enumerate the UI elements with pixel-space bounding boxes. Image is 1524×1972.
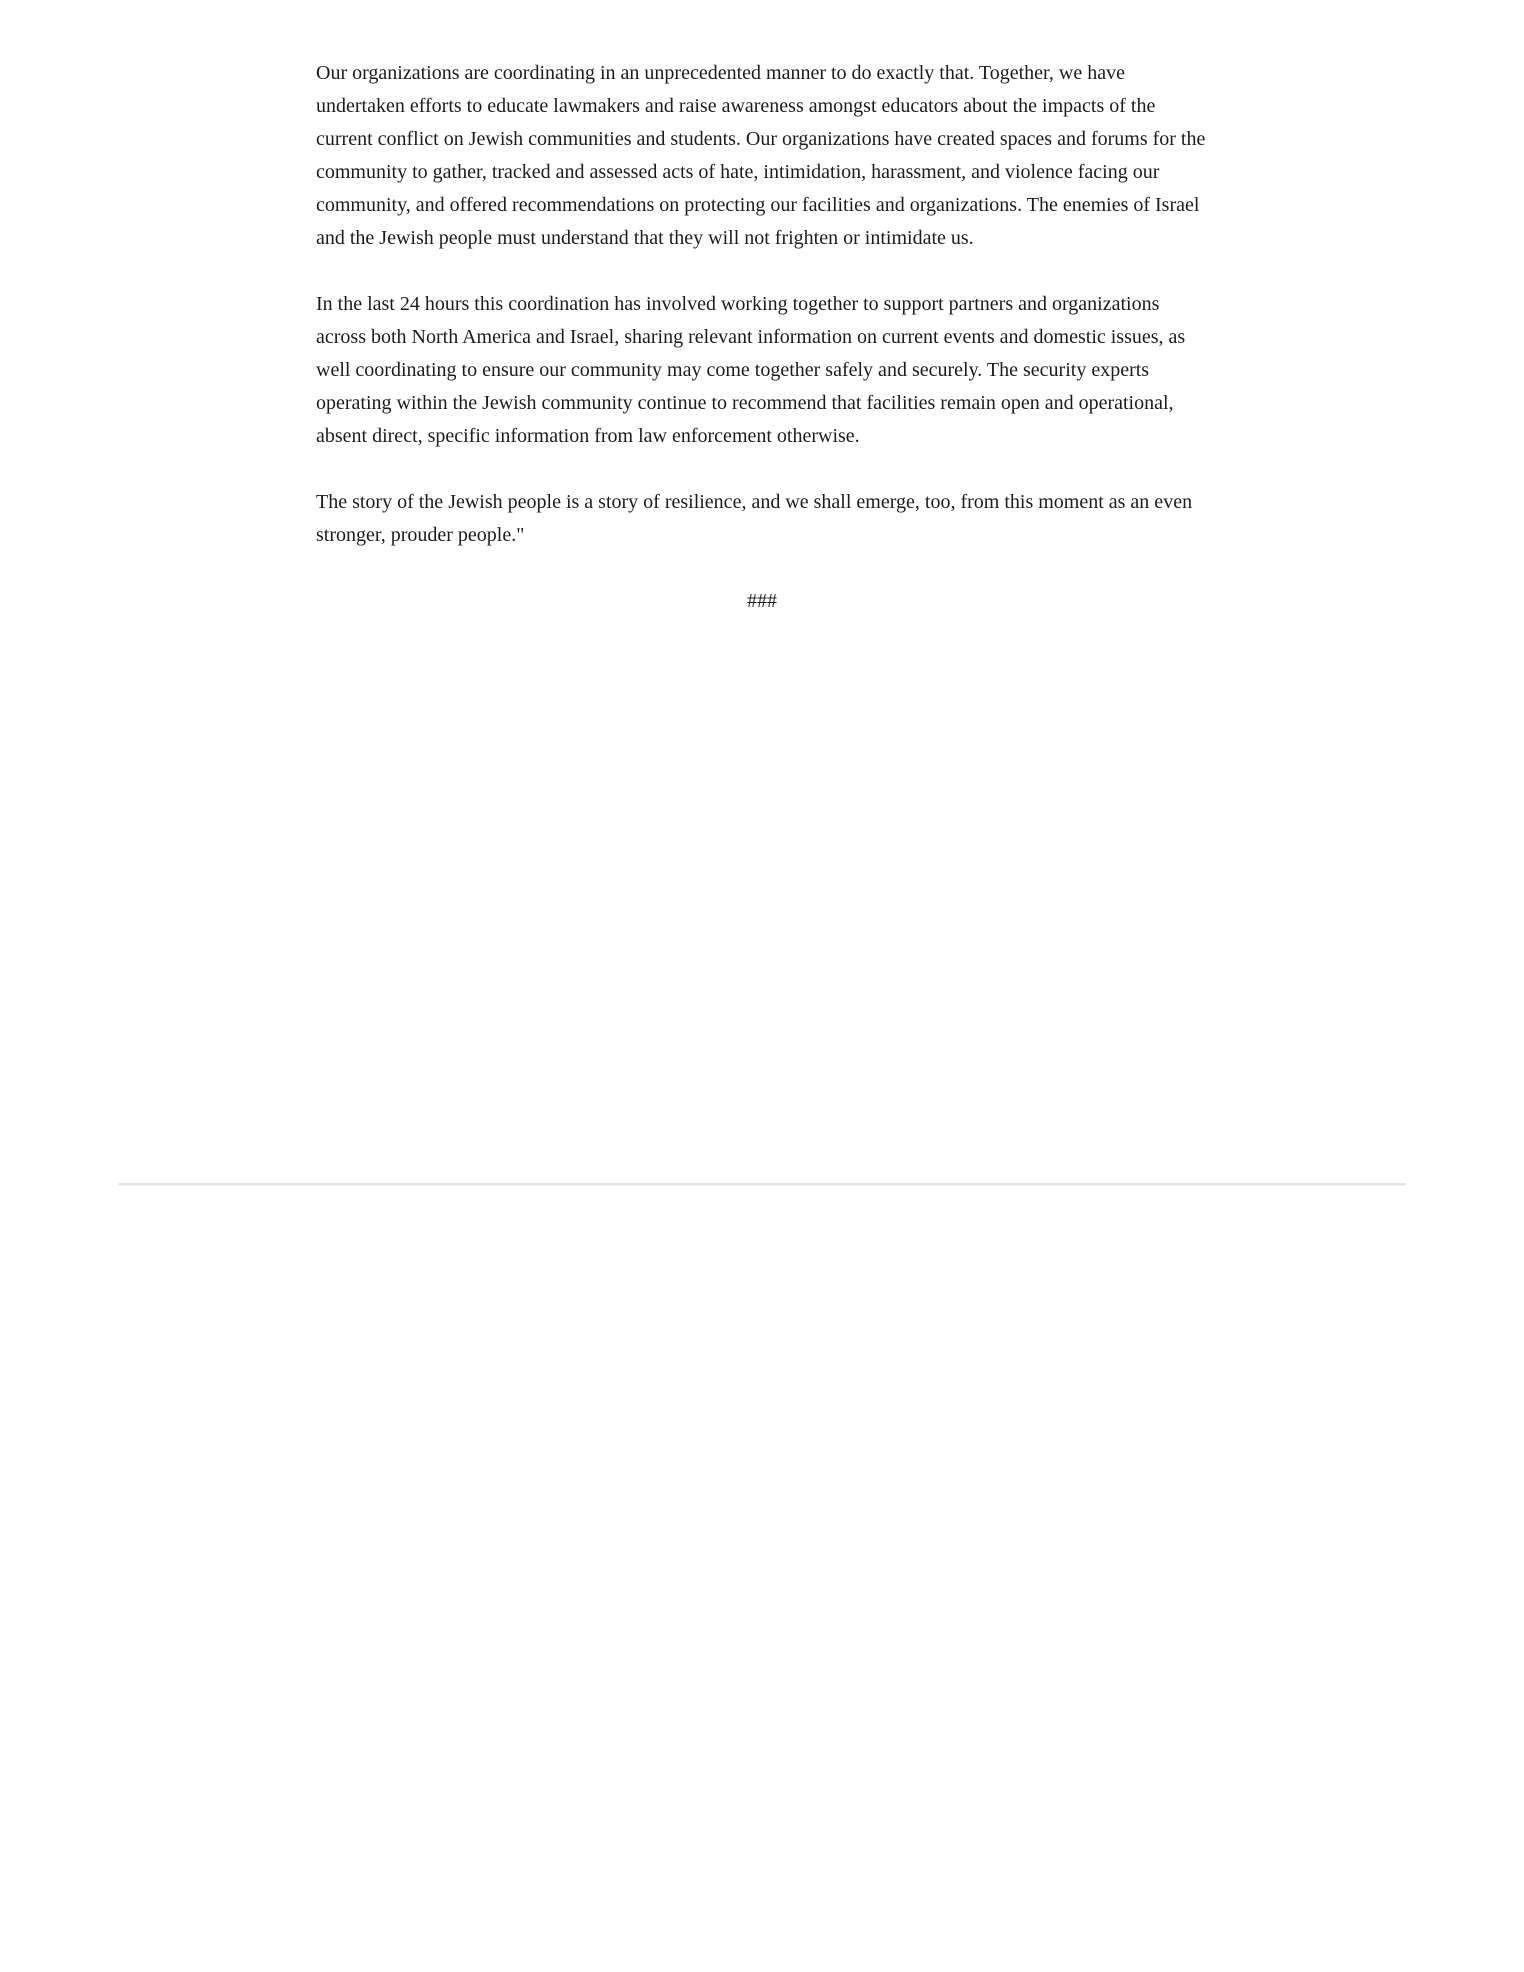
end-mark: ### [747, 590, 777, 612]
press-release-body [316, 0, 1208, 618]
horizontal-divider [118, 1183, 1406, 1186]
paragraph-resilience: The story of the Jewish people is a story of resilience, and we shall emerge, too, from this moment as an even stronger, prouder people." [316, 491, 1193, 546]
paragraph-coordination: Our organizations are coordinating in an unprecedented manner to do exactly that. Together, we have undertaken efforts to educate lawmakers and raise awareness amongst educators about the impacts of the current conflict on Jewish communities and students. Our organizations have created spaces and forums for the community to gather, tracked and assessed acts of hate, intimidation, harassment, and violence facing our community, and offered recommendations on protecting our facilities and organizations. The enemies of Israel and the Jewish people must understand that they will not frighten or intimidate us. [316, 62, 1206, 249]
paragraph-last-24-hours: In the last 24 hours this coordination has involved working together to support partners and organizations across both North America and Israel, sharing relevant information on current events and domestic issues, as well coordinating to ensure our community may come together safely and securely. The security experts operating within the Jewish community continue to recommend that facilities remain open and operational, absent direct, specific information from law enforcement otherwise. [316, 293, 1186, 447]
